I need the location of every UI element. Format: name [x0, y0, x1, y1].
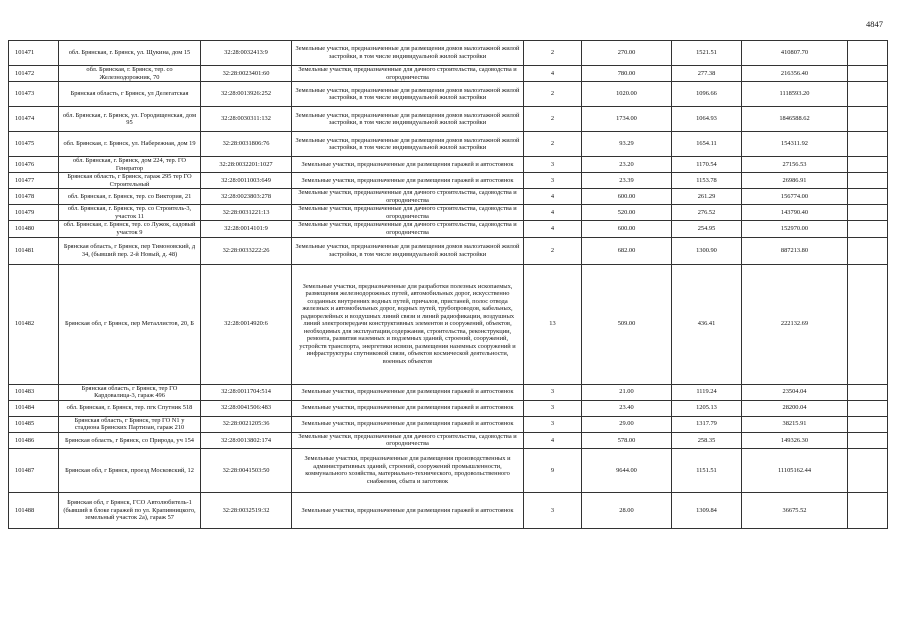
table-row: [9, 107, 888, 132]
area-cell: 28.00: [582, 492, 672, 528]
cadastral-number-cell: 32:28:0033222:26: [201, 237, 292, 264]
address-cell: Брянская область, г Брянск, со Природа, уч 154: [59, 432, 201, 448]
row-number: 101473: [9, 82, 59, 107]
cadastral-number-cell: 32:28:0014101:9: [201, 221, 292, 237]
use-group-cell: 2: [524, 237, 582, 264]
cadastral-value-cell: 1118593.20: [742, 82, 848, 107]
table-row: [9, 432, 888, 448]
cadastral-value-cell: 156774.00: [742, 189, 848, 205]
cadastral-number-cell: 32:28:0032201:1027: [201, 157, 292, 173]
land-use-cell: Земельные участки, предназначенные для размещения гаражей и автостоянок: [292, 173, 524, 189]
use-group-cell: 3: [524, 173, 582, 189]
use-group-cell: 9: [524, 448, 582, 492]
specific-value-cell: 1064.93: [672, 107, 742, 132]
row-number: 101480: [9, 221, 59, 237]
table-row: [9, 173, 888, 189]
address-cell: обл. Брянская, г. Брянск, ул. Городищенская, дом 95: [59, 107, 201, 132]
row-number: 101485: [9, 416, 59, 432]
empty-cell: [848, 492, 888, 528]
use-group-cell: 3: [524, 416, 582, 432]
row-number: 101482: [9, 264, 59, 384]
specific-value-cell: 1170.54: [672, 157, 742, 173]
use-group-cell: 4: [524, 221, 582, 237]
address-cell: Брянская обл, г Брянск, ГСО Автолюбитель-1 (бывший в блоке гаражей по ул. Крапивницкого, земельный участок 2а), гараж 57: [59, 492, 201, 528]
cadastral-value-table: [8, 40, 888, 529]
land-use-cell: Земельные участки, предназначенные для размещения домов малоэтажной жилой застройки, в том числе индивидуальной жилой застройки: [292, 132, 524, 157]
row-number: 101475: [9, 132, 59, 157]
table-row: [9, 189, 888, 205]
specific-value-cell: 1096.66: [672, 82, 742, 107]
empty-cell: [848, 41, 888, 66]
land-use-cell: Земельные участки, предназначенные для размещения производственных и административных зданий, строений, сооружений промышленности, коммунального хозяйства, материально-технического, продовольственного снабжения, сбыта и заготовок: [292, 448, 524, 492]
empty-cell: [848, 221, 888, 237]
area-cell: 270.00: [582, 41, 672, 66]
row-number: 101479: [9, 205, 59, 221]
table-row: [9, 384, 888, 400]
row-number: 101481: [9, 237, 59, 264]
cadastral-number-cell: 32:28:0021205:36: [201, 416, 292, 432]
area-cell: 1020.00: [582, 82, 672, 107]
area-cell: 29.00: [582, 416, 672, 432]
empty-cell: [848, 66, 888, 82]
cadastral-value-cell: 887213.80: [742, 237, 848, 264]
land-use-cell: Земельные участки, предназначенные для дачного строительства, садоводства и огородничества: [292, 189, 524, 205]
row-number: 101476: [9, 157, 59, 173]
row-number: 101483: [9, 384, 59, 400]
table-row: [9, 448, 888, 492]
row-number: 101486: [9, 432, 59, 448]
cadastral-number-cell: 32:28:0032519:32: [201, 492, 292, 528]
address-cell: обл. Брянская, г. Брянск, дом 224, тер. ГО Генератор: [59, 157, 201, 173]
use-group-cell: 4: [524, 432, 582, 448]
land-use-cell: Земельные участки, предназначенные для размещения гаражей и автостоянок: [292, 384, 524, 400]
empty-cell: [848, 384, 888, 400]
use-group-cell: 2: [524, 82, 582, 107]
land-use-cell: Земельные участки, предназначенные для размещения гаражей и автостоянок: [292, 492, 524, 528]
area-cell: 600.00: [582, 189, 672, 205]
table-row: [9, 492, 888, 528]
page-number: 4847: [866, 19, 883, 29]
cadastral-value-cell: 1846588.62: [742, 107, 848, 132]
cadastral-number-cell: 32:28:0032413:9: [201, 41, 292, 66]
use-group-cell: 3: [524, 492, 582, 528]
address-cell: обл. Брянская, г. Брянск, тер. со Лужок, садовый участок 9: [59, 221, 201, 237]
empty-cell: [848, 205, 888, 221]
empty-cell: [848, 107, 888, 132]
empty-cell: [848, 432, 888, 448]
cadastral-number-cell: 32:28:0041506:483: [201, 400, 292, 416]
cadastral-number-cell: 32:28:0011003:649: [201, 173, 292, 189]
specific-value-cell: 1205.13: [672, 400, 742, 416]
cadastral-number-cell: 32:28:0011704:514: [201, 384, 292, 400]
use-group-cell: 2: [524, 41, 582, 66]
cadastral-value-cell: 154311.92: [742, 132, 848, 157]
land-use-cell: Земельные участки, предназначенные для дачного строительства, садоводства и огородничества: [292, 66, 524, 82]
address-cell: обл. Брянская, г. Брянск, тер. со Железнодорожник, 70: [59, 66, 201, 82]
address-cell: Брянская обл, г Брянск, проезд Московский, 12: [59, 448, 201, 492]
empty-cell: [848, 157, 888, 173]
use-group-cell: 3: [524, 157, 582, 173]
cadastral-number-cell: 32:28:0023803:278: [201, 189, 292, 205]
table-row: [9, 205, 888, 221]
table-row: [9, 400, 888, 416]
area-cell: 21.00: [582, 384, 672, 400]
table-row: [9, 132, 888, 157]
specific-value-cell: 261.29: [672, 189, 742, 205]
row-number: 101487: [9, 448, 59, 492]
address-cell: обл. Брянская, г. Брянск, ул. Щукина, дом 15: [59, 41, 201, 66]
land-use-cell: Земельные участки, предназначенные для разработки полезных ископаемых, размещения железнодорожных путей, автомобильных дорог, искусственно созданных внутренних водных путей, причалов, пристаней, полос отвода железных и автомобильных дорог, водных путей, трубопроводов, кабельных, радиорелейных и воздушных линий связи и линий радиофикации, воздушных линий электропередачи конструктивных элементов и сооружений, объектов, необходимых для эксплуатации,содержания, строительства, реконструкции, ремонта, развития наземных и подземных зданий, строений, сооружений, устройств транспорта, энергетики исвязи, размещения наземных сооружений и инфраструктуры спутниковой связи, объектов космической деятельности, военных объектов: [292, 264, 524, 384]
table-row: [9, 416, 888, 432]
empty-cell: [848, 264, 888, 384]
row-number: 101478: [9, 189, 59, 205]
use-group-cell: 3: [524, 384, 582, 400]
land-use-cell: Земельные участки, предназначенные для размещения домов малоэтажной жилой застройки, в том числе индивидуальной жилой застройки: [292, 82, 524, 107]
use-group-cell: 4: [524, 66, 582, 82]
specific-value-cell: 1119.24: [672, 384, 742, 400]
empty-cell: [848, 416, 888, 432]
cadastral-value-cell: 410807.70: [742, 41, 848, 66]
table-row: [9, 66, 888, 82]
table-row: [9, 264, 888, 384]
row-number: 101474: [9, 107, 59, 132]
use-group-cell: 4: [524, 189, 582, 205]
empty-cell: [848, 82, 888, 107]
use-group-cell: 3: [524, 400, 582, 416]
cadastral-value-cell: 149326.30: [742, 432, 848, 448]
cadastral-number-cell: 32:28:0041503:50: [201, 448, 292, 492]
cadastral-value-cell: 23504.04: [742, 384, 848, 400]
specific-value-cell: 436.41: [672, 264, 742, 384]
table-row: [9, 237, 888, 264]
cadastral-value-cell: 28200.04: [742, 400, 848, 416]
address-cell: Брянская область, г Брянск, гараж 295 тер ГО Строительный: [59, 173, 201, 189]
address-cell: Брянская область, г Брянск, ул Делегатская: [59, 82, 201, 107]
specific-value-cell: 258.35: [672, 432, 742, 448]
empty-cell: [848, 189, 888, 205]
cadastral-value-cell: 27156.53: [742, 157, 848, 173]
specific-value-cell: 1300.90: [672, 237, 742, 264]
cadastral-number-cell: 32:28:0031806:76: [201, 132, 292, 157]
row-number: 101471: [9, 41, 59, 66]
use-group-cell: 2: [524, 107, 582, 132]
cadastral-number-cell: 32:28:0023401:60: [201, 66, 292, 82]
cadastral-value-cell: 38215.91: [742, 416, 848, 432]
address-cell: Брянская обл, г Брянск, пер Металлистов, 20, Б: [59, 264, 201, 384]
use-group-cell: 13: [524, 264, 582, 384]
table-row: [9, 221, 888, 237]
use-group-cell: 4: [524, 205, 582, 221]
area-cell: 23.40: [582, 400, 672, 416]
row-number: 101484: [9, 400, 59, 416]
specific-value-cell: 254.95: [672, 221, 742, 237]
specific-value-cell: 277.38: [672, 66, 742, 82]
address-cell: обл. Брянская, г. Брянск, тер. со Строитель-3, участок 11: [59, 205, 201, 221]
land-use-cell: Земельные участки, предназначенные для дачного строительства, садоводства и огородничества: [292, 432, 524, 448]
area-cell: 600.00: [582, 221, 672, 237]
specific-value-cell: 1521.51: [672, 41, 742, 66]
address-cell: Брянская область, г Брянск, тер ГО Кардовалица-3, гараж 496: [59, 384, 201, 400]
specific-value-cell: 1654.11: [672, 132, 742, 157]
empty-cell: [848, 400, 888, 416]
table-row: [9, 157, 888, 173]
area-cell: 23.20: [582, 157, 672, 173]
empty-cell: [848, 132, 888, 157]
area-cell: 1734.00: [582, 107, 672, 132]
empty-cell: [848, 237, 888, 264]
area-cell: 93.29: [582, 132, 672, 157]
cadastral-value-cell: 216356.40: [742, 66, 848, 82]
area-cell: 509.00: [582, 264, 672, 384]
cadastral-value-cell: 36675.52: [742, 492, 848, 528]
address-cell: обл. Брянская, г. Брянск, тер. пгк Спутник 518: [59, 400, 201, 416]
empty-cell: [848, 448, 888, 492]
specific-value-cell: 1309.84: [672, 492, 742, 528]
cadastral-number-cell: 32:28:0013802:174: [201, 432, 292, 448]
land-use-cell: Земельные участки, предназначенные для дачного строительства, садоводства и огородничества: [292, 221, 524, 237]
specific-value-cell: 1151.51: [672, 448, 742, 492]
land-use-cell: Земельные участки, предназначенные для размещения домов малоэтажной жилой застройки, в том числе индивидуальной жилой застройки: [292, 107, 524, 132]
specific-value-cell: 1317.79: [672, 416, 742, 432]
cadastral-number-cell: 32:28:0013926:252: [201, 82, 292, 107]
specific-value-cell: 276.52: [672, 205, 742, 221]
address-cell: обл. Брянская, г. Брянск, ул. Набережная, дом 19: [59, 132, 201, 157]
cadastral-value-cell: 26986.91: [742, 173, 848, 189]
row-number: 101477: [9, 173, 59, 189]
area-cell: 520.00: [582, 205, 672, 221]
area-cell: 578.00: [582, 432, 672, 448]
area-cell: 682.00: [582, 237, 672, 264]
cadastral-number-cell: 32:28:0030311:132: [201, 107, 292, 132]
table-row: [9, 41, 888, 66]
empty-cell: [848, 173, 888, 189]
row-number: 101472: [9, 66, 59, 82]
address-cell: Брянская область, г Брянск, тер ГО N1 у стадиона Брянских Партизан, гараж 210: [59, 416, 201, 432]
land-use-cell: Земельные участки, предназначенные для размещения домов малоэтажной жилой застройки, в том числе индивидуальной жилой застройки: [292, 41, 524, 66]
address-cell: Брянская область, г Брянск, пер Тимоновский, д 34, (бывший пер. 2-й Новый, д. 48): [59, 237, 201, 264]
area-cell: 780.00: [582, 66, 672, 82]
land-use-cell: Земельные участки, предназначенные для дачного строительства, садоводства и огородничества: [292, 205, 524, 221]
area-cell: 9644.00: [582, 448, 672, 492]
cadastral-value-cell: 152970.00: [742, 221, 848, 237]
use-group-cell: 2: [524, 132, 582, 157]
specific-value-cell: 1153.78: [672, 173, 742, 189]
land-use-cell: Земельные участки, предназначенные для размещения гаражей и автостоянок: [292, 157, 524, 173]
area-cell: 23.39: [582, 173, 672, 189]
land-use-cell: Земельные участки, предназначенные для размещения гаражей и автостоянок: [292, 400, 524, 416]
table-row: [9, 82, 888, 107]
cadastral-value-cell: 11105162.44: [742, 448, 848, 492]
land-use-cell: Земельные участки, предназначенные для размещения гаражей и автостоянок: [292, 416, 524, 432]
cadastral-value-cell: 143790.40: [742, 205, 848, 221]
land-use-cell: Земельные участки, предназначенные для размещения домов малоэтажной жилой застройки, в том числе индивидуальной жилой застройки: [292, 237, 524, 264]
cadastral-number-cell: 32:28:0031221:13: [201, 205, 292, 221]
address-cell: обл. Брянская, г. Брянск, тер. со Виктория, 21: [59, 189, 201, 205]
cadastral-value-cell: 222132.69: [742, 264, 848, 384]
row-number: 101488: [9, 492, 59, 528]
cadastral-number-cell: 32:28:0014920:6: [201, 264, 292, 384]
